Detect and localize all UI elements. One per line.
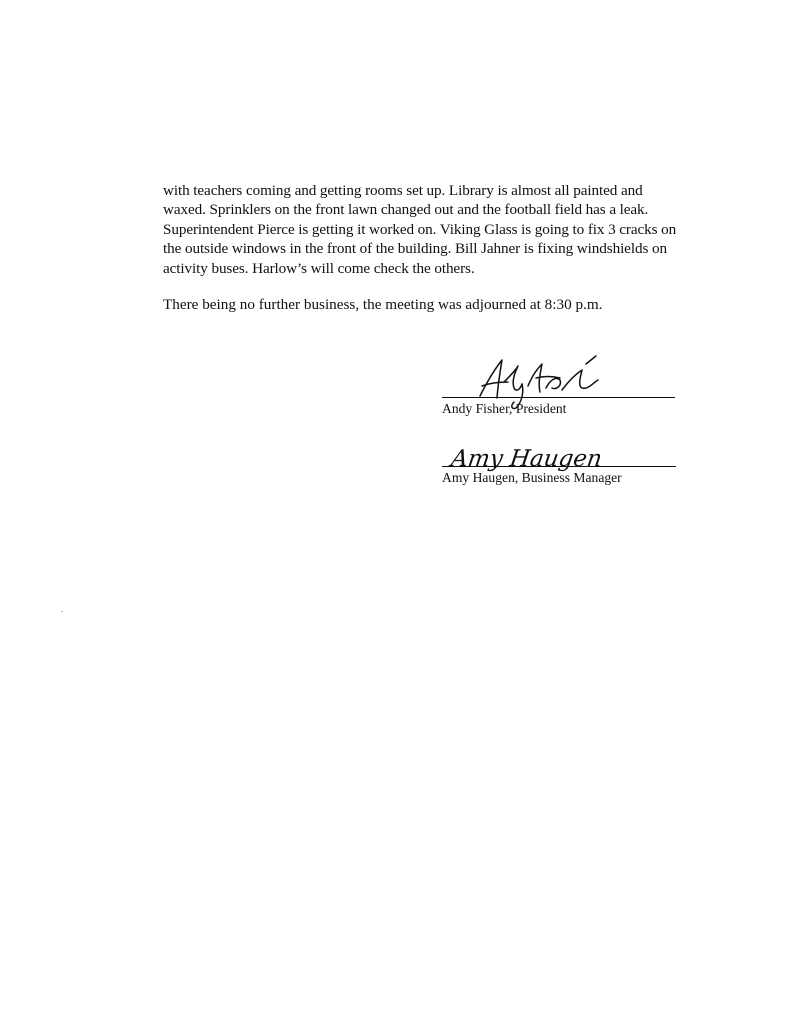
business-manager-name-title: Amy Haugen, Business Manager: [442, 470, 622, 485]
business-manager-signature-block: [442, 440, 682, 490]
minutes-paragraph: [163, 181, 723, 278]
adjournment-statement: There being no further business, the meeting was adjourned at 8:30 p.m.: [163, 296, 603, 313]
scan-speck: [61, 611, 63, 612]
signature-line: [442, 466, 676, 467]
paragraph-line: waxed. Sprinklers on the front lawn changed out and the football field has a leak.: [163, 201, 649, 219]
president-name-title: Andy Fisher, President: [442, 401, 567, 416]
president-signature-block: [442, 352, 682, 422]
signature-line: [442, 397, 675, 398]
svg-text:Amy Haugen: Amy Haugen: [449, 446, 604, 472]
paragraph-line: with teachers coming and getting rooms set up. Library is almost all painted and: [163, 182, 643, 199]
paragraph-line: activity buses. Harlow’s will come check the others.: [163, 259, 475, 277]
paragraph-line: the outside windows in the front of the building. Bill Jahner is fixing windshields on: [163, 240, 667, 258]
paragraph-line: Superintendent Pierce is getting it worked on. Viking Glass is going to fix 3 cracks on: [163, 220, 677, 238]
